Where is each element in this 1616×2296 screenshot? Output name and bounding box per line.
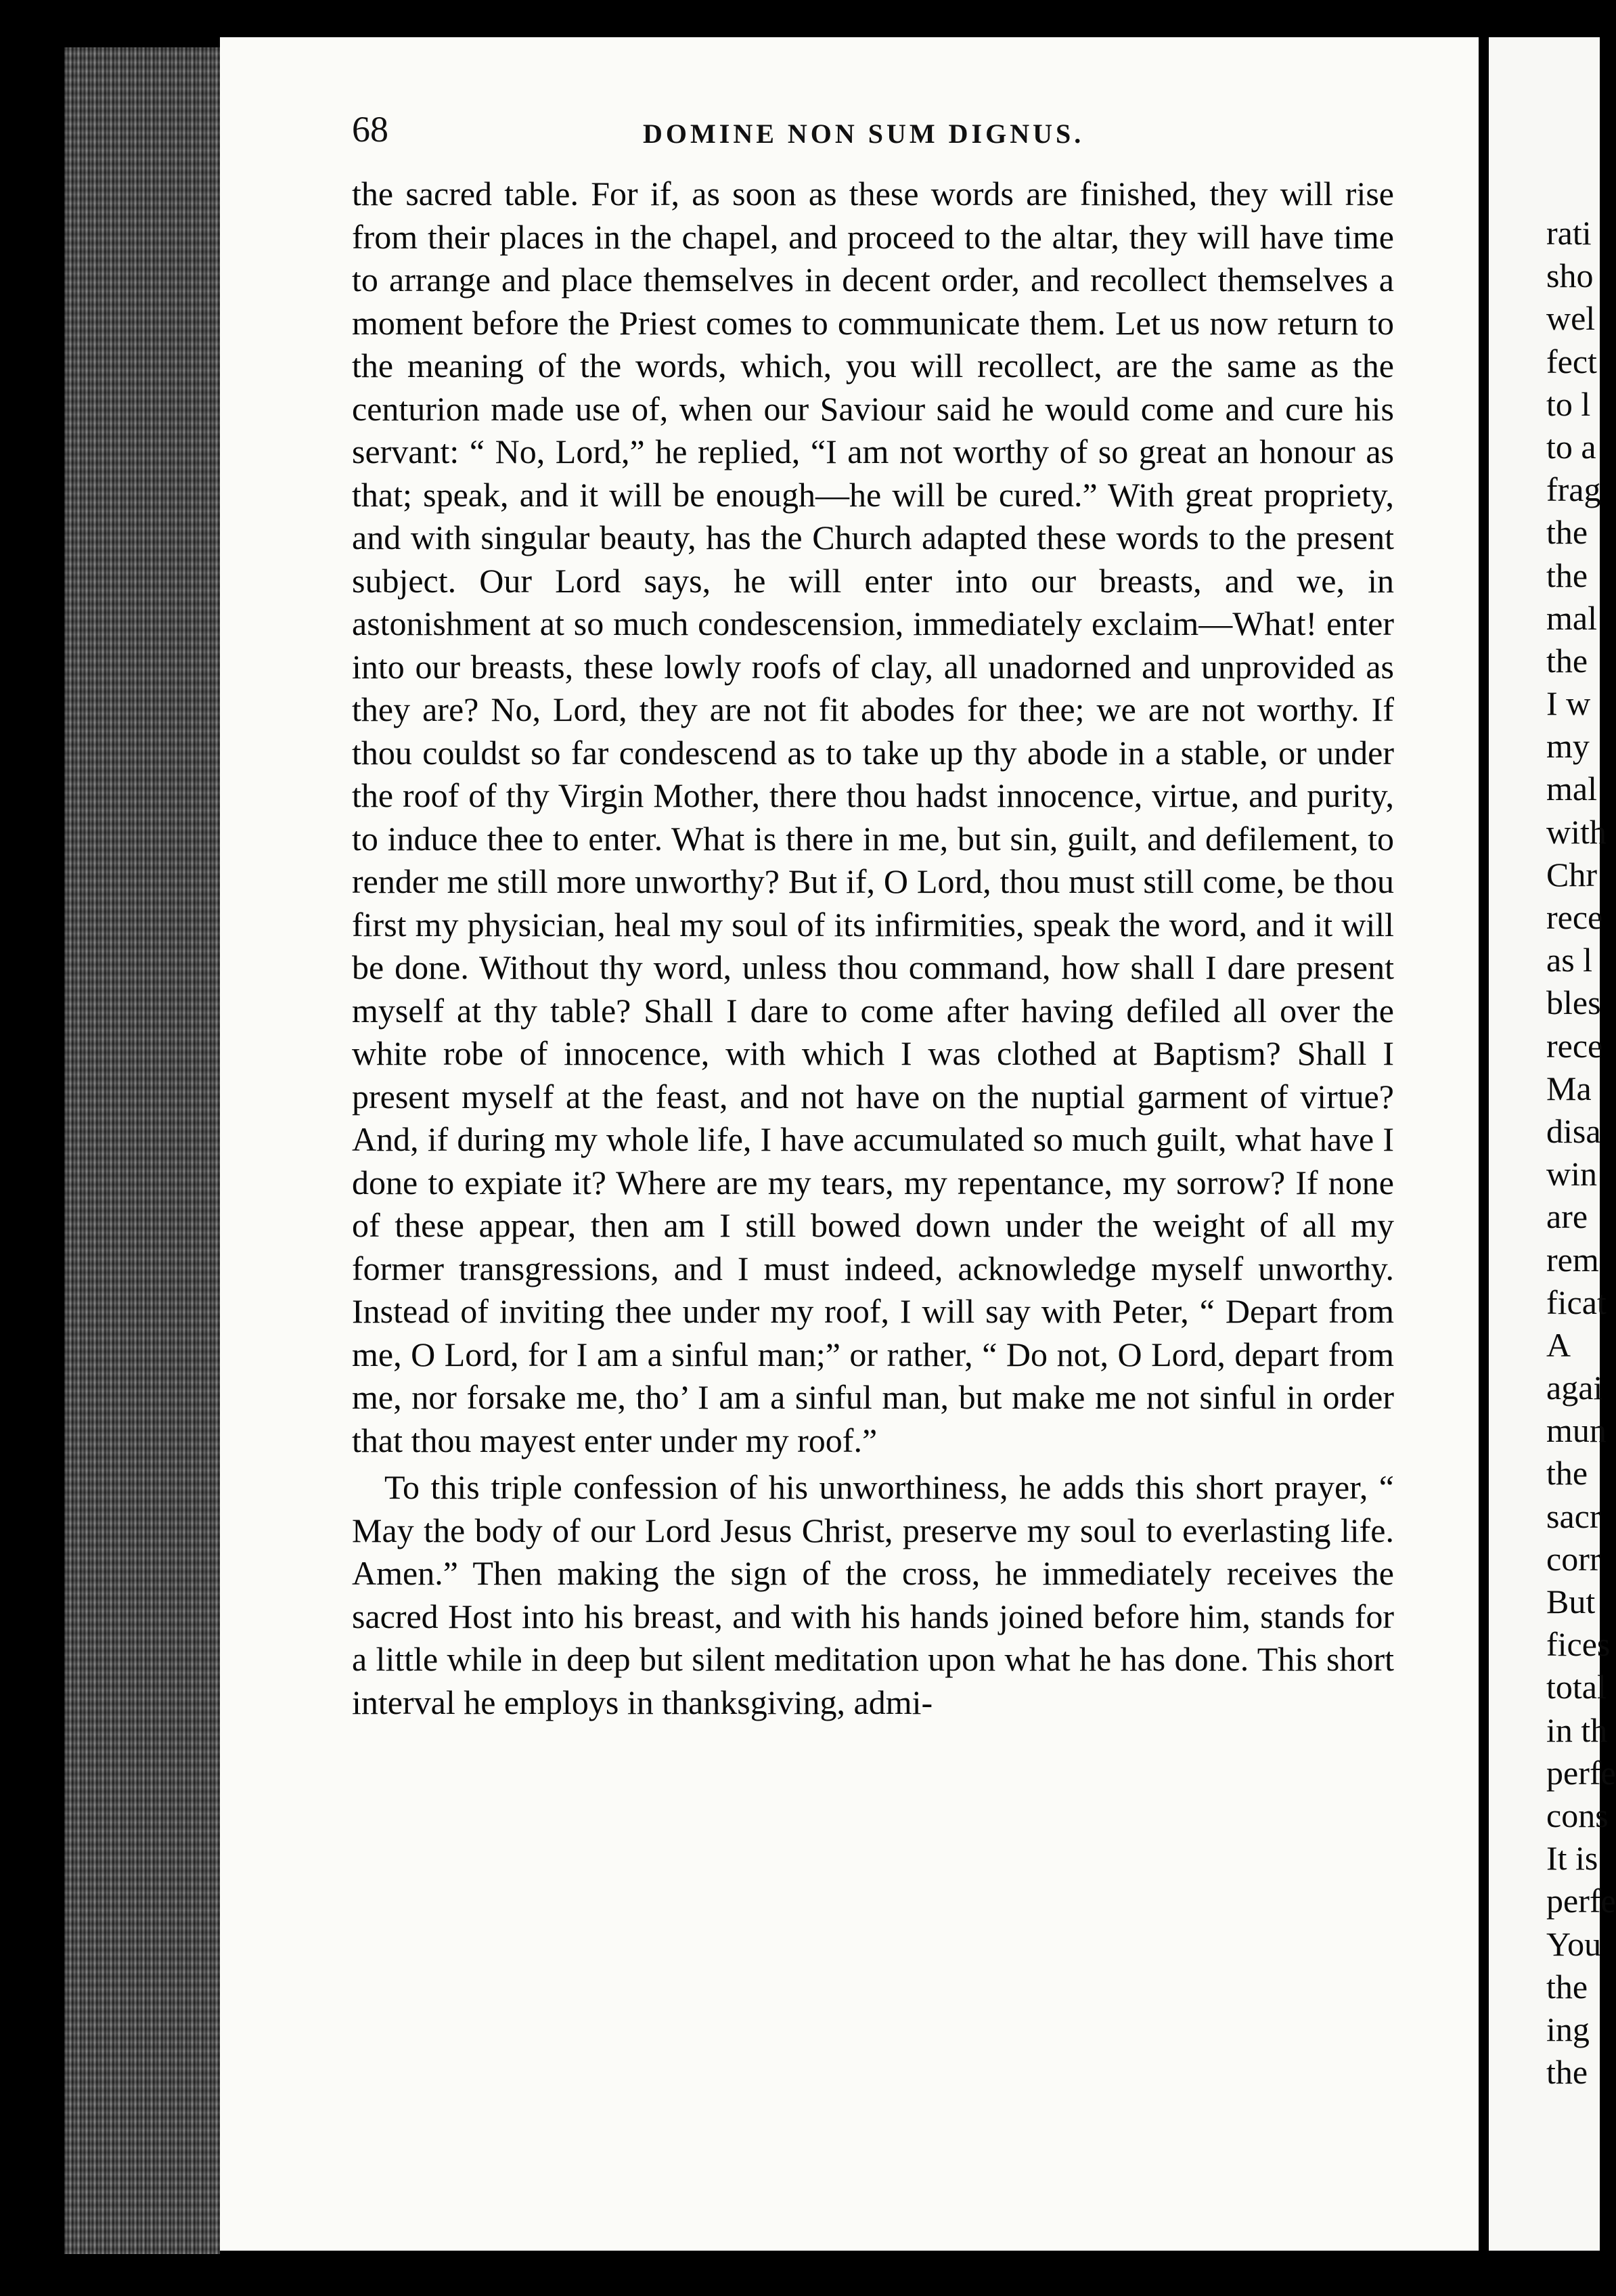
facing-page-line: mal: [1546, 770, 1597, 808]
facing-page-line: agai: [1546, 1369, 1603, 1407]
facing-page-line: fices: [1546, 1625, 1611, 1664]
body-text: [352, 173, 1394, 1724]
facing-page-line: total: [1546, 1668, 1607, 1706]
facing-page-line: are: [1546, 1197, 1588, 1236]
facing-page-text: [1546, 212, 1616, 2094]
facing-page-line: rece: [1546, 898, 1603, 936]
facing-page-line: It is: [1546, 1839, 1598, 1878]
facing-page-line: fect: [1546, 342, 1597, 380]
facing-page-line: mun: [1546, 1411, 1607, 1450]
facing-page-line: with: [1546, 812, 1607, 851]
facing-page-line: sho: [1546, 257, 1594, 295]
running-head: DOMINE NON SUM DIGNUS.: [643, 118, 1085, 149]
facing-page-line: rece: [1546, 1026, 1603, 1065]
facing-page-line: corr: [1546, 1539, 1601, 1578]
page-header: [352, 108, 1394, 156]
facing-page-line: to l: [1546, 384, 1591, 423]
page-number: 68: [352, 109, 388, 150]
facing-page-line: ing: [1546, 2010, 1590, 2048]
facing-page-line: the: [1546, 556, 1588, 594]
facing-page-line: rati: [1546, 214, 1592, 252]
facing-page-line: disa: [1546, 1111, 1601, 1150]
facing-page-line: the: [1546, 1967, 1588, 2006]
gutter: [1479, 37, 1489, 2251]
book-edge-texture: [64, 47, 220, 2254]
facing-page-line: the: [1546, 2053, 1588, 2092]
facing-page-line: rem: [1546, 1240, 1599, 1279]
paragraph: To this triple confession of his unworthiness, he adds this short prayer, “ May the body of our Lord Jesus Christ, preserve my soul to everlasting life. Amen.” Then making the sign of the cross, he immediately receives the sacred Host into his breast, and with his hands joined before him, stands for a little while in deep but silent meditation upon what he has done. This short interval he employs in thanksgiving, admi-: [352, 1468, 1394, 1721]
facing-page-line: the: [1546, 513, 1588, 552]
facing-page-line: cons: [1546, 1796, 1609, 1834]
facing-page-line: the: [1546, 1454, 1588, 1493]
facing-page-line: Ma: [1546, 1069, 1592, 1107]
facing-page-line: win: [1546, 1155, 1597, 1193]
facing-page-line: bles: [1546, 984, 1601, 1022]
facing-page-line: in th: [1546, 1710, 1608, 1749]
facing-page-line: You: [1546, 1924, 1602, 1963]
facing-page-line: to a: [1546, 427, 1596, 466]
facing-page-line: perfe: [1546, 1882, 1616, 1920]
facing-page-line: Chr: [1546, 855, 1597, 893]
facing-page-line: the: [1546, 641, 1588, 680]
facing-page-line: my: [1546, 727, 1590, 766]
facing-page-line: sacr: [1546, 1497, 1601, 1535]
facing-page-line: as l: [1546, 941, 1593, 979]
facing-page-line: A: [1546, 1325, 1571, 1364]
facing-page-line: ficat: [1546, 1283, 1607, 1321]
facing-page-line: mal: [1546, 598, 1597, 637]
facing-page-line: But: [1546, 1583, 1596, 1620]
facing-page: [1489, 37, 1616, 2251]
paragraph: the sacred table. For if, as soon as these words are finished, they will rise from their places in the chapel, and proceed to the altar, they will have time to arrange and place themselves in decent order, and recollect themselves a moment before the Priest comes to communicate them. Let us now return to the meaning of the words, which, you will recollect, are the same as the centurion made use of, when our Saviour said he would come and cure his servant: “ No, Lord,” he replied, “I am not worthy of so great an honour as that; speak, and it will be enough—he will be cured.” With great propriety, and with singular beauty, has the Church adapted these words to the present subject. Our Lord says, he will enter into our breasts, and we, in astonishment at so much condescension, immediately exclaim—What! enter into our breasts, these lowly roofs of clay, all unadorned and unprovided as they are? No, Lord, they are not fit abodes for thee; we are not worthy. If thou couldst so far condescend as to take up thy abode in a stable, or under the roof of thy Virgin Mother, there thou hadst innocence, virtue, and purity, to induce thee to enter. What is there in me, but sin, guilt, and defilement, to render me still more unworthy? But if, O Lord, thou must still come, be thou first my physician, heal my soul of its infirmities, speak the word, and it will be done. Without thy word, unless thou command, how shall I dare present myself at thy table? Shall I dare to come after having defiled all over the white robe of innocence, with which I was clothed at Baptism? Shall I present myself at the feast, and not have on the nuptial garment of virtue? And, if during my whole life, I have accumulated so much guilt, what have I done to expiate it? Where are my tears, my repentance, my sorrow? If none of these appear, then am I still bowed down under the weight of all my former transgressions, and I must indeed, acknowledge myself unworthy. Instead of inviting thee under my roof, I will say with Peter, “ Depart from me, O Lord, for I am a sinful man;” or rather, “ Do not, O Lord, depart from me, nor forsake me, tho’ I am a sinful man, but make me not sinful in order that thou mayest enter under my roof.”: [352, 175, 1394, 1459]
facing-page-line: frag: [1546, 470, 1601, 509]
facing-page-line: I w: [1546, 684, 1591, 723]
facing-page-line: perfe: [1546, 1753, 1616, 1792]
facing-page-line: wel: [1546, 299, 1596, 338]
